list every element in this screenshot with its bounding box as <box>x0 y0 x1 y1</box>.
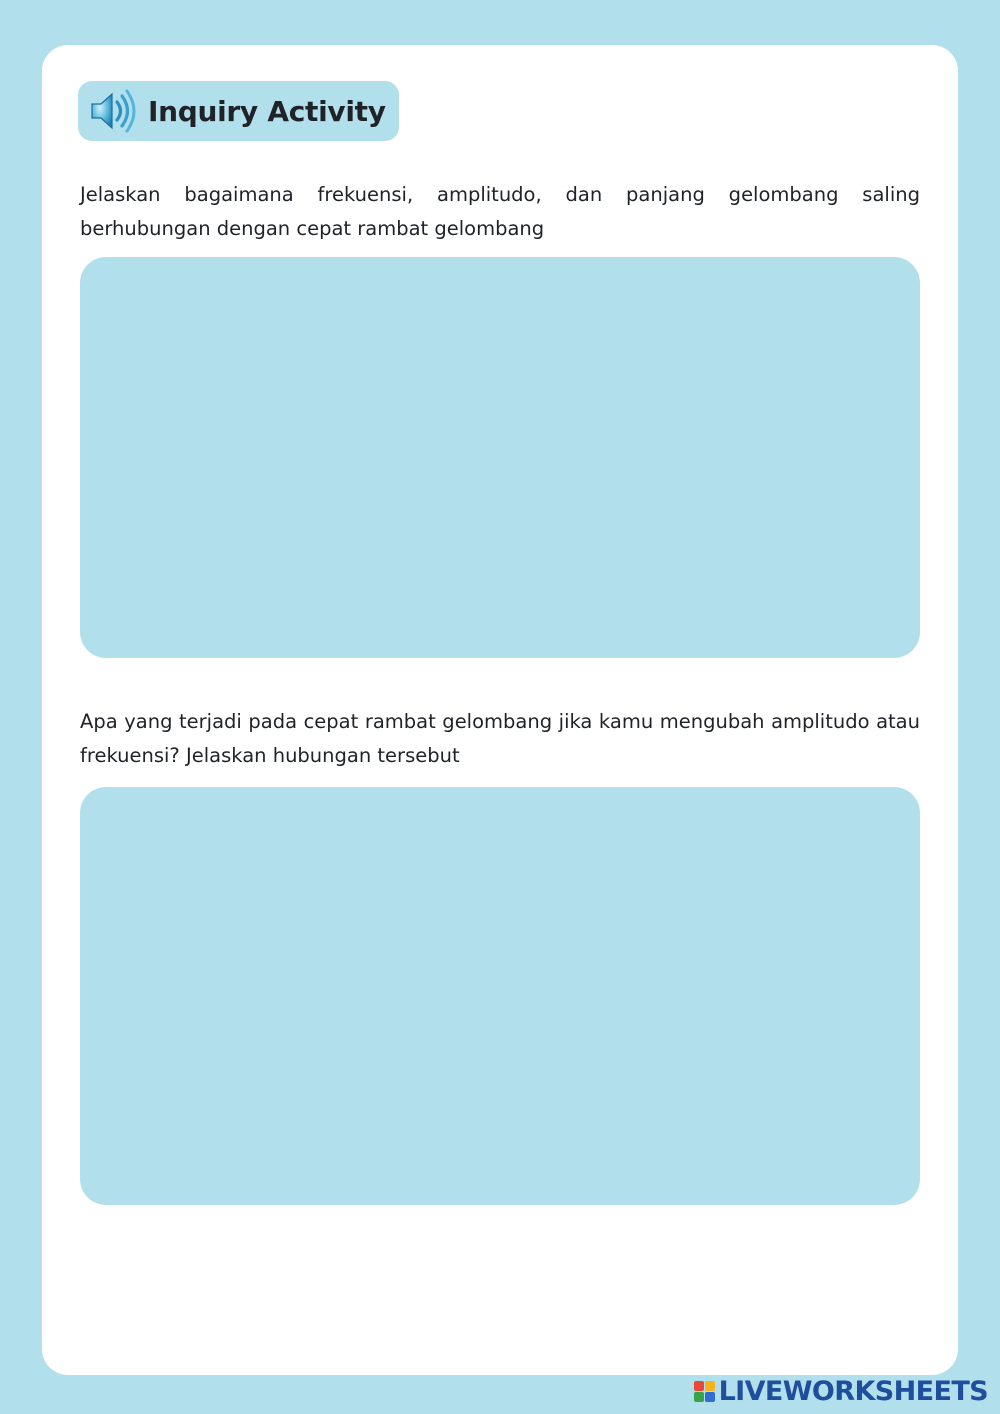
speaker-volume-icon <box>84 83 140 139</box>
liveworksheets-logo-icon <box>694 1381 715 1402</box>
activity-title: Inquiry Activity <box>148 94 386 128</box>
activity-header <box>78 81 399 141</box>
answer-2-field[interactable] <box>80 787 920 1205</box>
liveworksheets-branding <box>694 1374 988 1408</box>
brand-name: LIVEWORKSHEETS <box>718 1375 988 1407</box>
question-2-text: Apa yang terjadi pada cepat rambat gelombang jika kamu mengubah amplitudo atau frekuensi? Jelaskan hubungan tersebut <box>80 710 920 767</box>
worksheet-card <box>42 45 958 1375</box>
answer-1-field[interactable] <box>80 257 920 658</box>
question-1-text: Jelaskan bagaimana frekuensi, amplitudo, dan panjang gelombang saling berhubungan dengan cepat rambat gelombang <box>80 183 920 240</box>
